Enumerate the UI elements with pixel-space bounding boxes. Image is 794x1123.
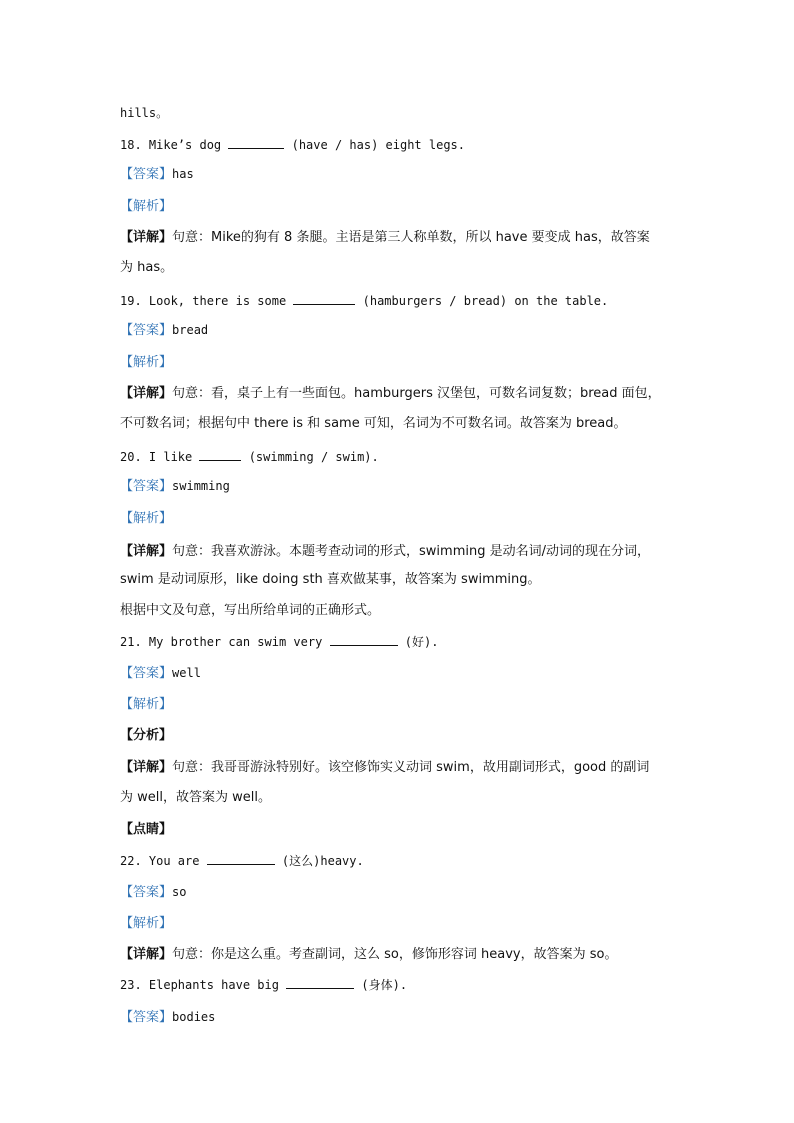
answer-line: [120, 665, 680, 682]
answer-value: so: [172, 885, 187, 899]
detail-line: [120, 572, 680, 588]
question-text: 22. You are: [120, 854, 207, 868]
analysis-tag: 【解析】: [120, 697, 173, 712]
section-text: 根据中文及句意，写出所给单词的正确形式。: [120, 603, 381, 618]
analysis-line: [120, 510, 680, 527]
answer-blank: [199, 449, 241, 461]
answer-blank: [286, 977, 354, 989]
text: hills。: [120, 106, 169, 120]
detail-line: [120, 543, 680, 560]
analysis-line: [120, 354, 680, 371]
question-text: 23. Elephants have big: [120, 978, 287, 992]
detail-line: [120, 790, 680, 806]
answer-line: [120, 478, 680, 495]
key-point-line: [120, 821, 680, 838]
answer-blank: [293, 293, 355, 305]
question-21: [120, 634, 680, 650]
detail-line: [120, 759, 680, 776]
question-text: (这么)heavy.: [274, 854, 364, 868]
key-point-tag: 【点睛】: [120, 822, 173, 837]
answer-value: well: [172, 666, 201, 680]
question-text: 19. Look, there is some: [120, 294, 294, 308]
question-text: (have / has) eight legs.: [284, 138, 465, 152]
question-19: [120, 293, 680, 309]
detail-text: swim 是动词原形，like doing sth 喜欢做某事，故答案为 swimming。: [120, 572, 541, 587]
question-text: (身体).: [354, 978, 408, 992]
question-20: [120, 449, 680, 465]
question-text: 18. Mike’s dog: [120, 138, 229, 152]
answer-tag: 【答案】: [120, 167, 173, 182]
answer-tag: 【答案】: [120, 885, 173, 900]
detail-line: [120, 260, 680, 276]
answer-blank: [207, 853, 275, 865]
question-text: (hamburgers / bread) on the table.: [355, 294, 609, 308]
detail-text: 为 has。: [120, 260, 174, 275]
analysis-tag: 【解析】: [120, 916, 173, 931]
answer-blank: [228, 137, 284, 149]
analysis-line: [120, 198, 680, 215]
analysis-line: [120, 915, 680, 932]
question-text: 20. I like: [120, 450, 200, 464]
detail-tag: 【详解】: [120, 947, 173, 962]
answer-line: [120, 322, 680, 339]
analysis-sub-tag: 【分析】: [120, 728, 173, 743]
detail-line: [120, 416, 680, 432]
detail-text: 句意：我喜欢游泳。本题考查动词的形式，swimming 是动名词/动词的现在分词，: [172, 544, 650, 559]
question-text: (swimming / swim).: [241, 450, 379, 464]
answer-line: [120, 884, 680, 901]
detail-tag: 【详解】: [120, 760, 173, 775]
question-18: [120, 137, 680, 153]
detail-tag: 【详解】: [120, 544, 173, 559]
answer-value: bread: [172, 323, 209, 337]
answer-blank: [330, 634, 398, 646]
detail-line: [120, 385, 680, 402]
answer-tag: 【答案】: [120, 666, 173, 681]
answer-value: bodies: [172, 1010, 216, 1024]
answer-tag: 【答案】: [120, 479, 173, 494]
analysis-tag: 【解析】: [120, 355, 173, 370]
detail-line: [120, 229, 680, 246]
detail-text: 句意：Mike的狗有 8 条腿。主语是第三人称单数，所以 have 要变成 has，故答案: [172, 230, 650, 245]
detail-tag: 【详解】: [120, 230, 173, 245]
answer-value: swimming: [172, 479, 230, 493]
detail-text: 句意：我哥哥游泳特别好。该空修饰实义动词 swim，故用副词形式，good 的副词: [172, 760, 650, 775]
analysis-sub-line: [120, 727, 680, 744]
detail-text: 句意：看，桌子上有一些面包。hamburgers 汉堡包，可数名词复数；bread 面包，: [172, 386, 661, 401]
detail-text: 不可数名词；根据句中 there is 和 same 可知，名词为不可数名词。故答案为 bread。: [120, 416, 627, 431]
question-text: 21. My brother can swim very: [120, 635, 330, 649]
analysis-tag: 【解析】: [120, 199, 173, 214]
answer-value: has: [172, 167, 194, 181]
detail-text: 句意：你是这么重。考查副词，这么 so，修饰形容词 heavy，故答案为 so。: [172, 947, 618, 962]
answer-tag: 【答案】: [120, 1010, 173, 1025]
section-instruction: [120, 603, 680, 619]
question-22: [120, 853, 680, 869]
detail-tag: 【详解】: [120, 386, 173, 401]
analysis-tag: 【解析】: [120, 511, 173, 526]
answer-line: [120, 166, 680, 183]
answer-tag: 【答案】: [120, 323, 173, 338]
detail-line: [120, 946, 680, 963]
detail-text: 为 well，故答案为 well。: [120, 790, 271, 805]
analysis-line: [120, 696, 680, 713]
text-line: [120, 105, 680, 121]
question-text: (好).: [397, 635, 439, 649]
answer-line: [120, 1009, 680, 1026]
question-23: [120, 977, 680, 993]
